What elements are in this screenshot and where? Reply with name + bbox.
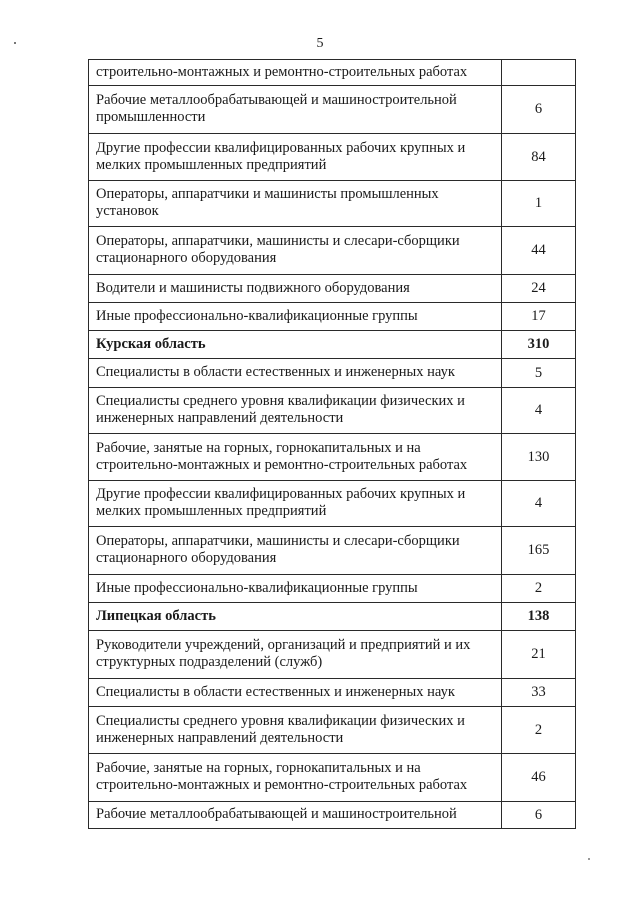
count-cell: 24 — [502, 275, 576, 303]
count-cell: 21 — [502, 631, 576, 679]
count-cell: 2 — [502, 575, 576, 603]
profession-group-cell: Другие профессии квалифицированных рабочих крупных и мелких промышленных предприятий — [89, 481, 502, 527]
profession-group-cell: Специалисты среднего уровня квалификации физических и инженерных направлений деятельности — [89, 707, 502, 754]
table-row — [89, 388, 576, 434]
table-row — [89, 303, 576, 331]
profession-group-cell: Рабочие, занятые на горных, горнокапитальных и на строительно-монтажных и ремонтно-строительных работах — [89, 434, 502, 481]
table-row — [89, 707, 576, 754]
count-cell: 6 — [502, 802, 576, 829]
region-name-cell: Курская область — [89, 331, 502, 359]
profession-group-cell: Операторы, аппаратчики, машинисты и слесари-сборщики стационарного оборудования — [89, 227, 502, 275]
profession-group-cell: Рабочие металлообрабатывающей и машиностроительной — [89, 802, 502, 829]
region-row — [89, 603, 576, 631]
profession-group-cell: Иные профессионально-квалификационные группы — [89, 303, 502, 331]
professions-table — [88, 59, 576, 829]
region-total-cell: 310 — [502, 331, 576, 359]
table-row — [89, 227, 576, 275]
count-cell: 84 — [502, 134, 576, 181]
table-row — [89, 575, 576, 603]
count-cell: 44 — [502, 227, 576, 275]
region-name-cell: Липецкая область — [89, 603, 502, 631]
profession-group-cell: Специалисты в области естественных и инженерных наук — [89, 679, 502, 707]
count-cell: 17 — [502, 303, 576, 331]
profession-group-cell: строительно-монтажных и ремонтно-строительных работах — [89, 60, 502, 86]
count-cell — [502, 60, 576, 86]
profession-group-cell: Руководители учреждений, организаций и предприятий и их структурных подразделений (служб) — [89, 631, 502, 679]
profession-group-cell: Специалисты среднего уровня квалификации физических и инженерных направлений деятельности — [89, 388, 502, 434]
page-number: 5 — [316, 36, 324, 51]
profession-group-cell: Рабочие, занятые на горных, горнокапитальных и на строительно-монтажных и ремонтно-строительных работах — [89, 754, 502, 802]
count-cell: 5 — [502, 359, 576, 388]
profession-group-cell: Рабочие металлообрабатывающей и машиностроительной промышленности — [89, 86, 502, 134]
table-row — [89, 679, 576, 707]
count-cell: 46 — [502, 754, 576, 802]
count-cell: 6 — [502, 86, 576, 134]
profession-group-cell: Водители и машинисты подвижного оборудования — [89, 275, 502, 303]
count-cell: 130 — [502, 434, 576, 481]
scan-speck — [588, 858, 590, 860]
count-cell: 33 — [502, 679, 576, 707]
region-total-cell: 138 — [502, 603, 576, 631]
table-row — [89, 481, 576, 527]
count-cell: 4 — [502, 481, 576, 527]
profession-group-cell: Иные профессионально-квалификационные группы — [89, 575, 502, 603]
profession-group-cell: Операторы, аппаратчики, машинисты и слесари-сборщики стационарного оборудования — [89, 527, 502, 575]
count-cell: 165 — [502, 527, 576, 575]
table-row — [89, 134, 576, 181]
table-row — [89, 275, 576, 303]
count-cell: 1 — [502, 181, 576, 227]
table-row — [89, 754, 576, 802]
table-row — [89, 181, 576, 227]
table-row — [89, 60, 576, 86]
count-cell: 4 — [502, 388, 576, 434]
profession-group-cell: Специалисты в области естественных и инженерных наук — [89, 359, 502, 388]
count-cell: 2 — [502, 707, 576, 754]
table-row — [89, 802, 576, 829]
profession-group-cell: Другие профессии квалифицированных рабочих крупных и мелких промышленных предприятий — [89, 134, 502, 181]
table-row — [89, 527, 576, 575]
table-row — [89, 359, 576, 388]
table-row — [89, 86, 576, 134]
table-row — [89, 631, 576, 679]
table-row — [89, 434, 576, 481]
region-row — [89, 331, 576, 359]
profession-group-cell: Операторы, аппаратчики и машинисты промышленных установок — [89, 181, 502, 227]
